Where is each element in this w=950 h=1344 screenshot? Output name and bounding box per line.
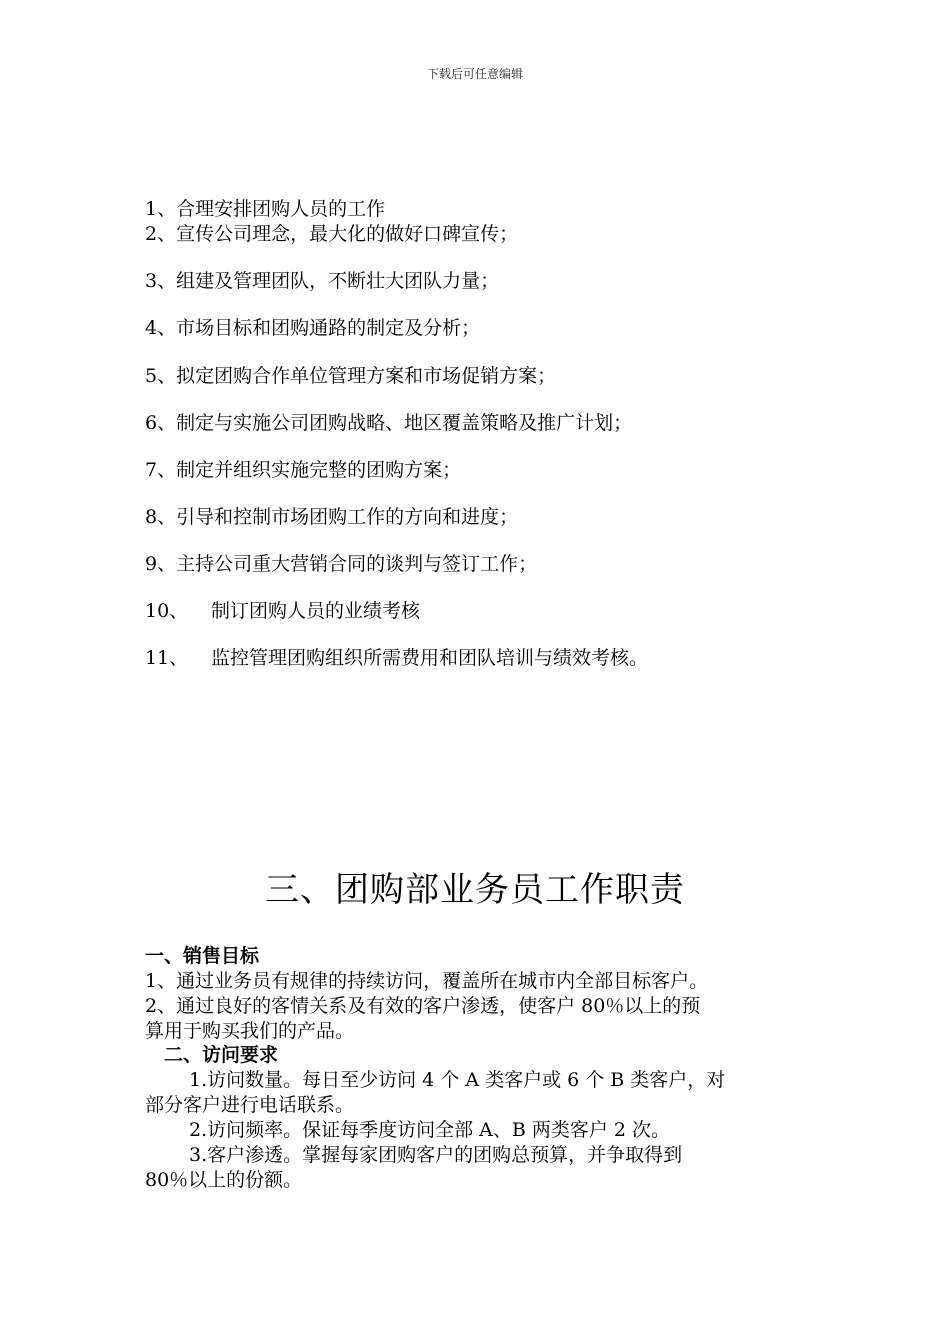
duty-item xyxy=(145,411,632,435)
duty-item xyxy=(145,364,556,388)
duty-text: 主持公司重大营销合同的谈判与签订工作； xyxy=(176,553,538,575)
paragraph-line: 算用于购买我们的产品。 xyxy=(145,1020,355,1042)
duty-item xyxy=(145,646,648,670)
paragraph-line: 2、通过良好的客情关系及有效的客户渗透，使客户 80％以上的预 xyxy=(145,995,701,1017)
duty-number: 5、 xyxy=(145,365,177,387)
duty-number: 11、 xyxy=(145,647,189,669)
sales-goal-item-2 xyxy=(145,994,805,1044)
paragraph-line: 3.客户渗透。掌握每家团购客户的团购总预算，并争取得到 xyxy=(189,1144,683,1166)
page-header-note: 下载后可任意编辑 xyxy=(426,67,523,81)
duty-item xyxy=(145,458,461,482)
duty-text: 组建及管理团队，不断壮大团队力量； xyxy=(176,270,500,292)
duty-text: 制定与实施公司团购战略、地区覆盖策略及推广计划； xyxy=(176,412,633,434)
duty-number: 2、 xyxy=(145,223,177,245)
paragraph-line: 1、通过业务员有规律的持续访问，覆盖所在城市内全部目标客户。 xyxy=(145,970,709,992)
duty-number: 3、 xyxy=(145,270,177,292)
duty-text: 制定并组织实施完整的团购方案； xyxy=(176,459,462,481)
paragraph-line: 80％以上的份额。 xyxy=(145,1169,303,1191)
duty-number: 8、 xyxy=(145,506,177,528)
duty-item xyxy=(145,269,499,293)
duty-number: 7、 xyxy=(145,459,177,481)
duty-item xyxy=(145,222,518,246)
duty-number: 1、 xyxy=(145,198,177,220)
duty-number: 9、 xyxy=(145,553,177,575)
duty-number: 4、 xyxy=(145,317,177,339)
duty-text: 制订团购人员的业绩考核 xyxy=(211,600,421,622)
duty-text: 合理安排团购人员的工作 xyxy=(176,198,386,220)
duty-number: 6、 xyxy=(145,412,177,434)
duty-item xyxy=(145,505,518,529)
duty-number: 10、 xyxy=(145,600,189,622)
visit-requirement-item-3 xyxy=(145,1143,805,1193)
duty-text: 宣传公司理念，最大化的做好口碑宣传； xyxy=(176,223,519,245)
duty-text: 监控管理团购组织所需费用和团队培训与绩效考核。 xyxy=(211,647,649,669)
duty-text: 市场目标和团购通路的制定及分析； xyxy=(176,317,481,339)
visit-requirement-item-1 xyxy=(145,1068,805,1118)
visit-requirements-heading: 二、访问要求 xyxy=(164,1044,279,1066)
paragraph-line: 1.访问数量。每日至少访问 4 个 A 类客户或 6 个 B 类客户，对 xyxy=(189,1069,726,1091)
paragraph-line: 2.访问频率。保证每季度访问全部 A、B 两类客户 2 次。 xyxy=(189,1119,671,1141)
paragraph-line: 部分客户进行电话联系。 xyxy=(145,1094,355,1116)
duty-text: 拟定团购合作单位管理方案和市场促销方案； xyxy=(176,365,557,387)
duty-item xyxy=(145,316,480,340)
sales-goal-item-1 xyxy=(145,969,805,994)
section-title: 三、团购部业务员工作职责 xyxy=(265,870,685,910)
duty-text: 引导和控制市场团购工作的方向和进度； xyxy=(176,506,519,528)
visit-requirement-item-2 xyxy=(145,1118,805,1143)
duty-item xyxy=(145,599,420,623)
duty-item xyxy=(145,197,385,221)
duty-item xyxy=(145,552,537,576)
sales-goal-heading: 一、销售目标 xyxy=(145,945,260,967)
